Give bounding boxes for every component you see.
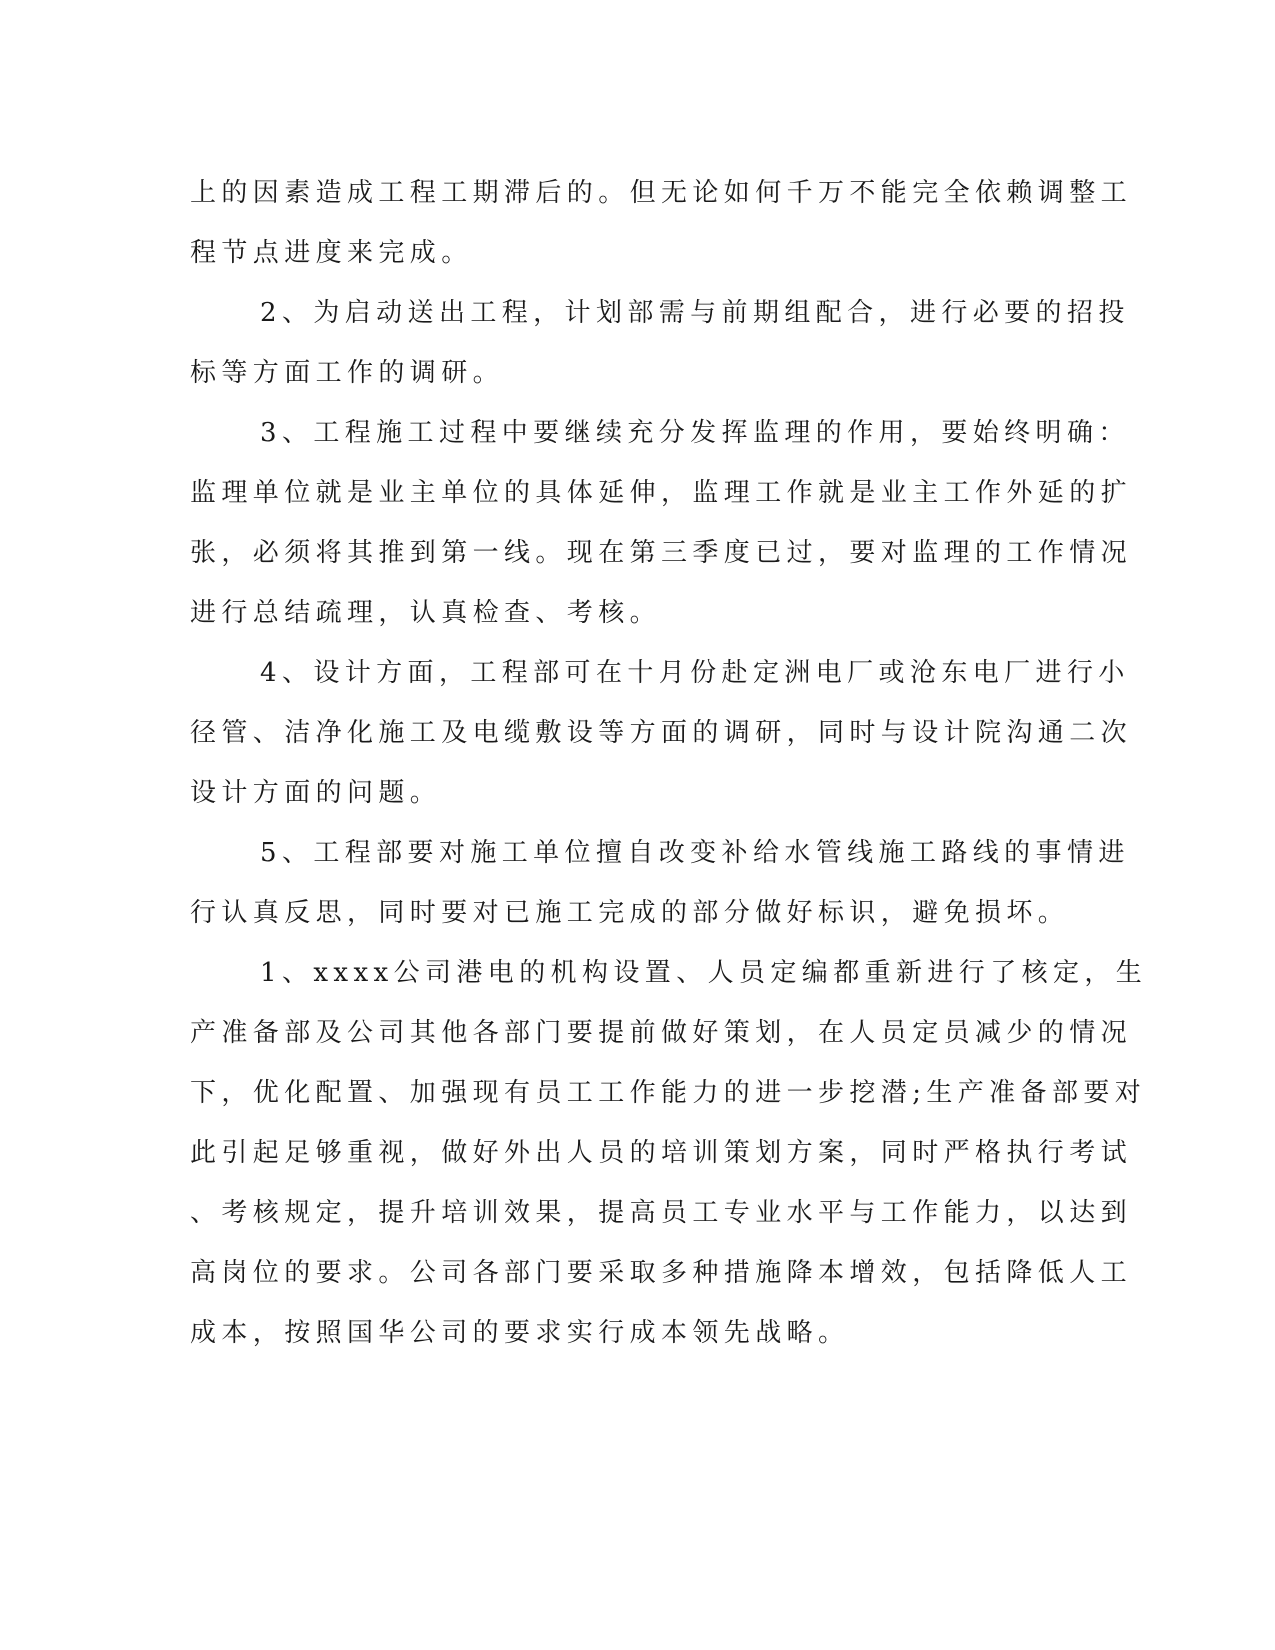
text-line: 2、为启动送出工程，计划部需与前期组配合，进行必要的招投: [260, 298, 1130, 328]
text-line: 1、xxxx公司港电的机构设置、人员定编都重新进行了核定，生: [260, 958, 1148, 988]
text-line: 5、工程部要对施工单位擅自改变补给水管线施工路线的事情进: [260, 838, 1130, 868]
text-line: 4、设计方面，工程部可在十月份赴定洲电厂或沧东电厂进行小: [260, 658, 1130, 688]
text-line: 程节点进度来完成。: [190, 238, 473, 268]
paragraph-item-2: [190, 283, 1130, 403]
text-line: 、考核规定，提升培训效果，提高员工专业水平与工作能力，以达到: [190, 1198, 1133, 1228]
text-line: 行认真反思，同时要对已施工完成的部分做好标识，避免损坏。: [190, 898, 1070, 928]
text-line: 下，优化配置、加强现有员工工作能力的进一步挖潜;生产准备部要对: [190, 1078, 1147, 1108]
text-line: 3、工程施工过程中要继续充分发挥监理的作用，要始终明确：: [260, 418, 1130, 448]
text-line: 监理单位就是业主单位的具体延伸，监理工作就是业主工作外延的扩: [190, 478, 1133, 508]
paragraph-item-1-staffing: [190, 943, 1148, 1363]
paragraph-item-3: [190, 403, 1133, 643]
text-line: 成本，按照国华公司的要求实行成本领先战略。: [190, 1318, 850, 1348]
text-line: 标等方面工作的调研。: [190, 358, 505, 388]
text-line: 设计方面的问题。: [190, 778, 442, 808]
paragraph-item-5: [190, 823, 1130, 943]
text-line: 产准备部及公司其他各部门要提前做好策划，在人员定员减少的情况: [190, 1018, 1133, 1048]
text-line: 高岗位的要求。公司各部门要采取多种措施降本增效，包括降低人工: [190, 1258, 1133, 1288]
text-line: 径管、洁净化施工及电缆敷设等方面的调研，同时与设计院沟通二次: [190, 718, 1133, 748]
paragraph-schedule-note: [190, 163, 1133, 283]
document-body: [190, 163, 1148, 1363]
text-line: 张，必须将其推到第一线。现在第三季度已过，要对监理的工作情况: [190, 538, 1133, 568]
paragraph-item-4: [190, 643, 1133, 823]
text-line: 上的因素造成工程工期滞后的。但无论如何千万不能完全依赖调整工: [190, 178, 1133, 208]
text-line: 进行总结疏理，认真检查、考核。: [190, 598, 662, 628]
text-line: 此引起足够重视，做好外出人员的培训策划方案，同时严格执行考试: [190, 1138, 1133, 1168]
